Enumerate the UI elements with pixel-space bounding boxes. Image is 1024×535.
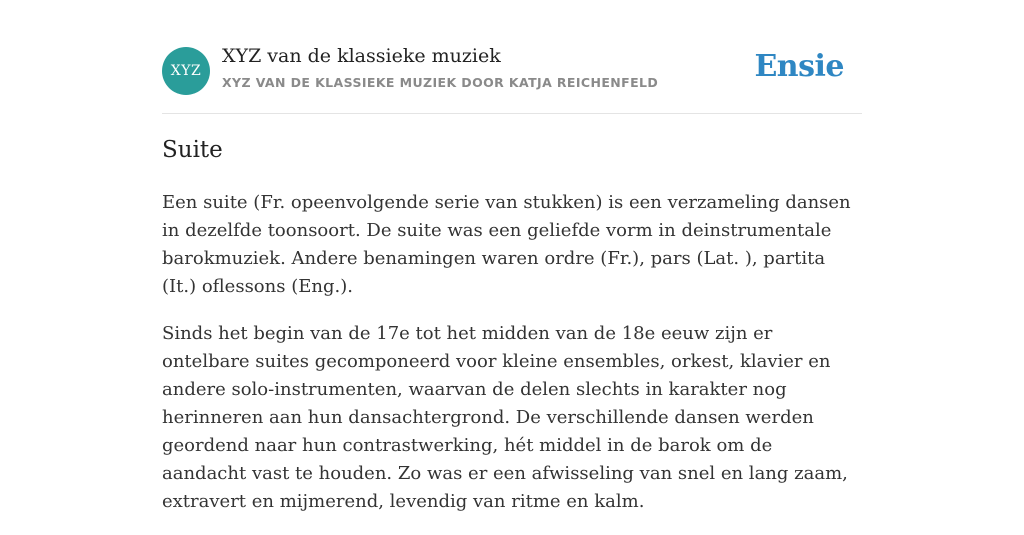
article-title: Suite: [162, 137, 223, 163]
blog-subtitle: XYZ VAN DE KLASSIEKE MUZIEK DOOR KATJA REICHENFELD: [222, 75, 659, 90]
page-container: [162, 0, 862, 512]
article-paragraph: Sinds het begin van de 17e tot het midden van de 18e eeuw zijn er ontelbare suites gecomponeerd voor kleine ensembles, orkest, klavier en andere solo-instrumenten, waarvan de delen slechts in karakter nog herinneren aan hun dansachtergrond. De verschillende dansen werden geordend naar hun contrastwerking, hét middel in de barok om de aandacht vast te houden. Zo was er een afwisseling van snel en lang zaam, extravert en mijmerend, levendig van ritme en kalm.: [162, 323, 848, 512]
avatar[interactable]: XYZ: [162, 47, 210, 95]
ensie-logo[interactable]: Ensie: [754, 49, 844, 84]
blog-title[interactable]: XYZ van de klassieke muziek: [222, 45, 501, 67]
article-body: [162, 189, 862, 535]
blog-header: [162, 0, 862, 114]
article-paragraph: Een suite (Fr. opeenvolgende serie van stukken) is een verzameling dansen in dezelfde toonsoort. De suite was een geliefde vorm in deinstrumentale barokmuziek. Andere benamingen waren ordre (Fr.), pars (Lat. ), partita (It.) oflessons (Eng.).: [162, 192, 851, 297]
